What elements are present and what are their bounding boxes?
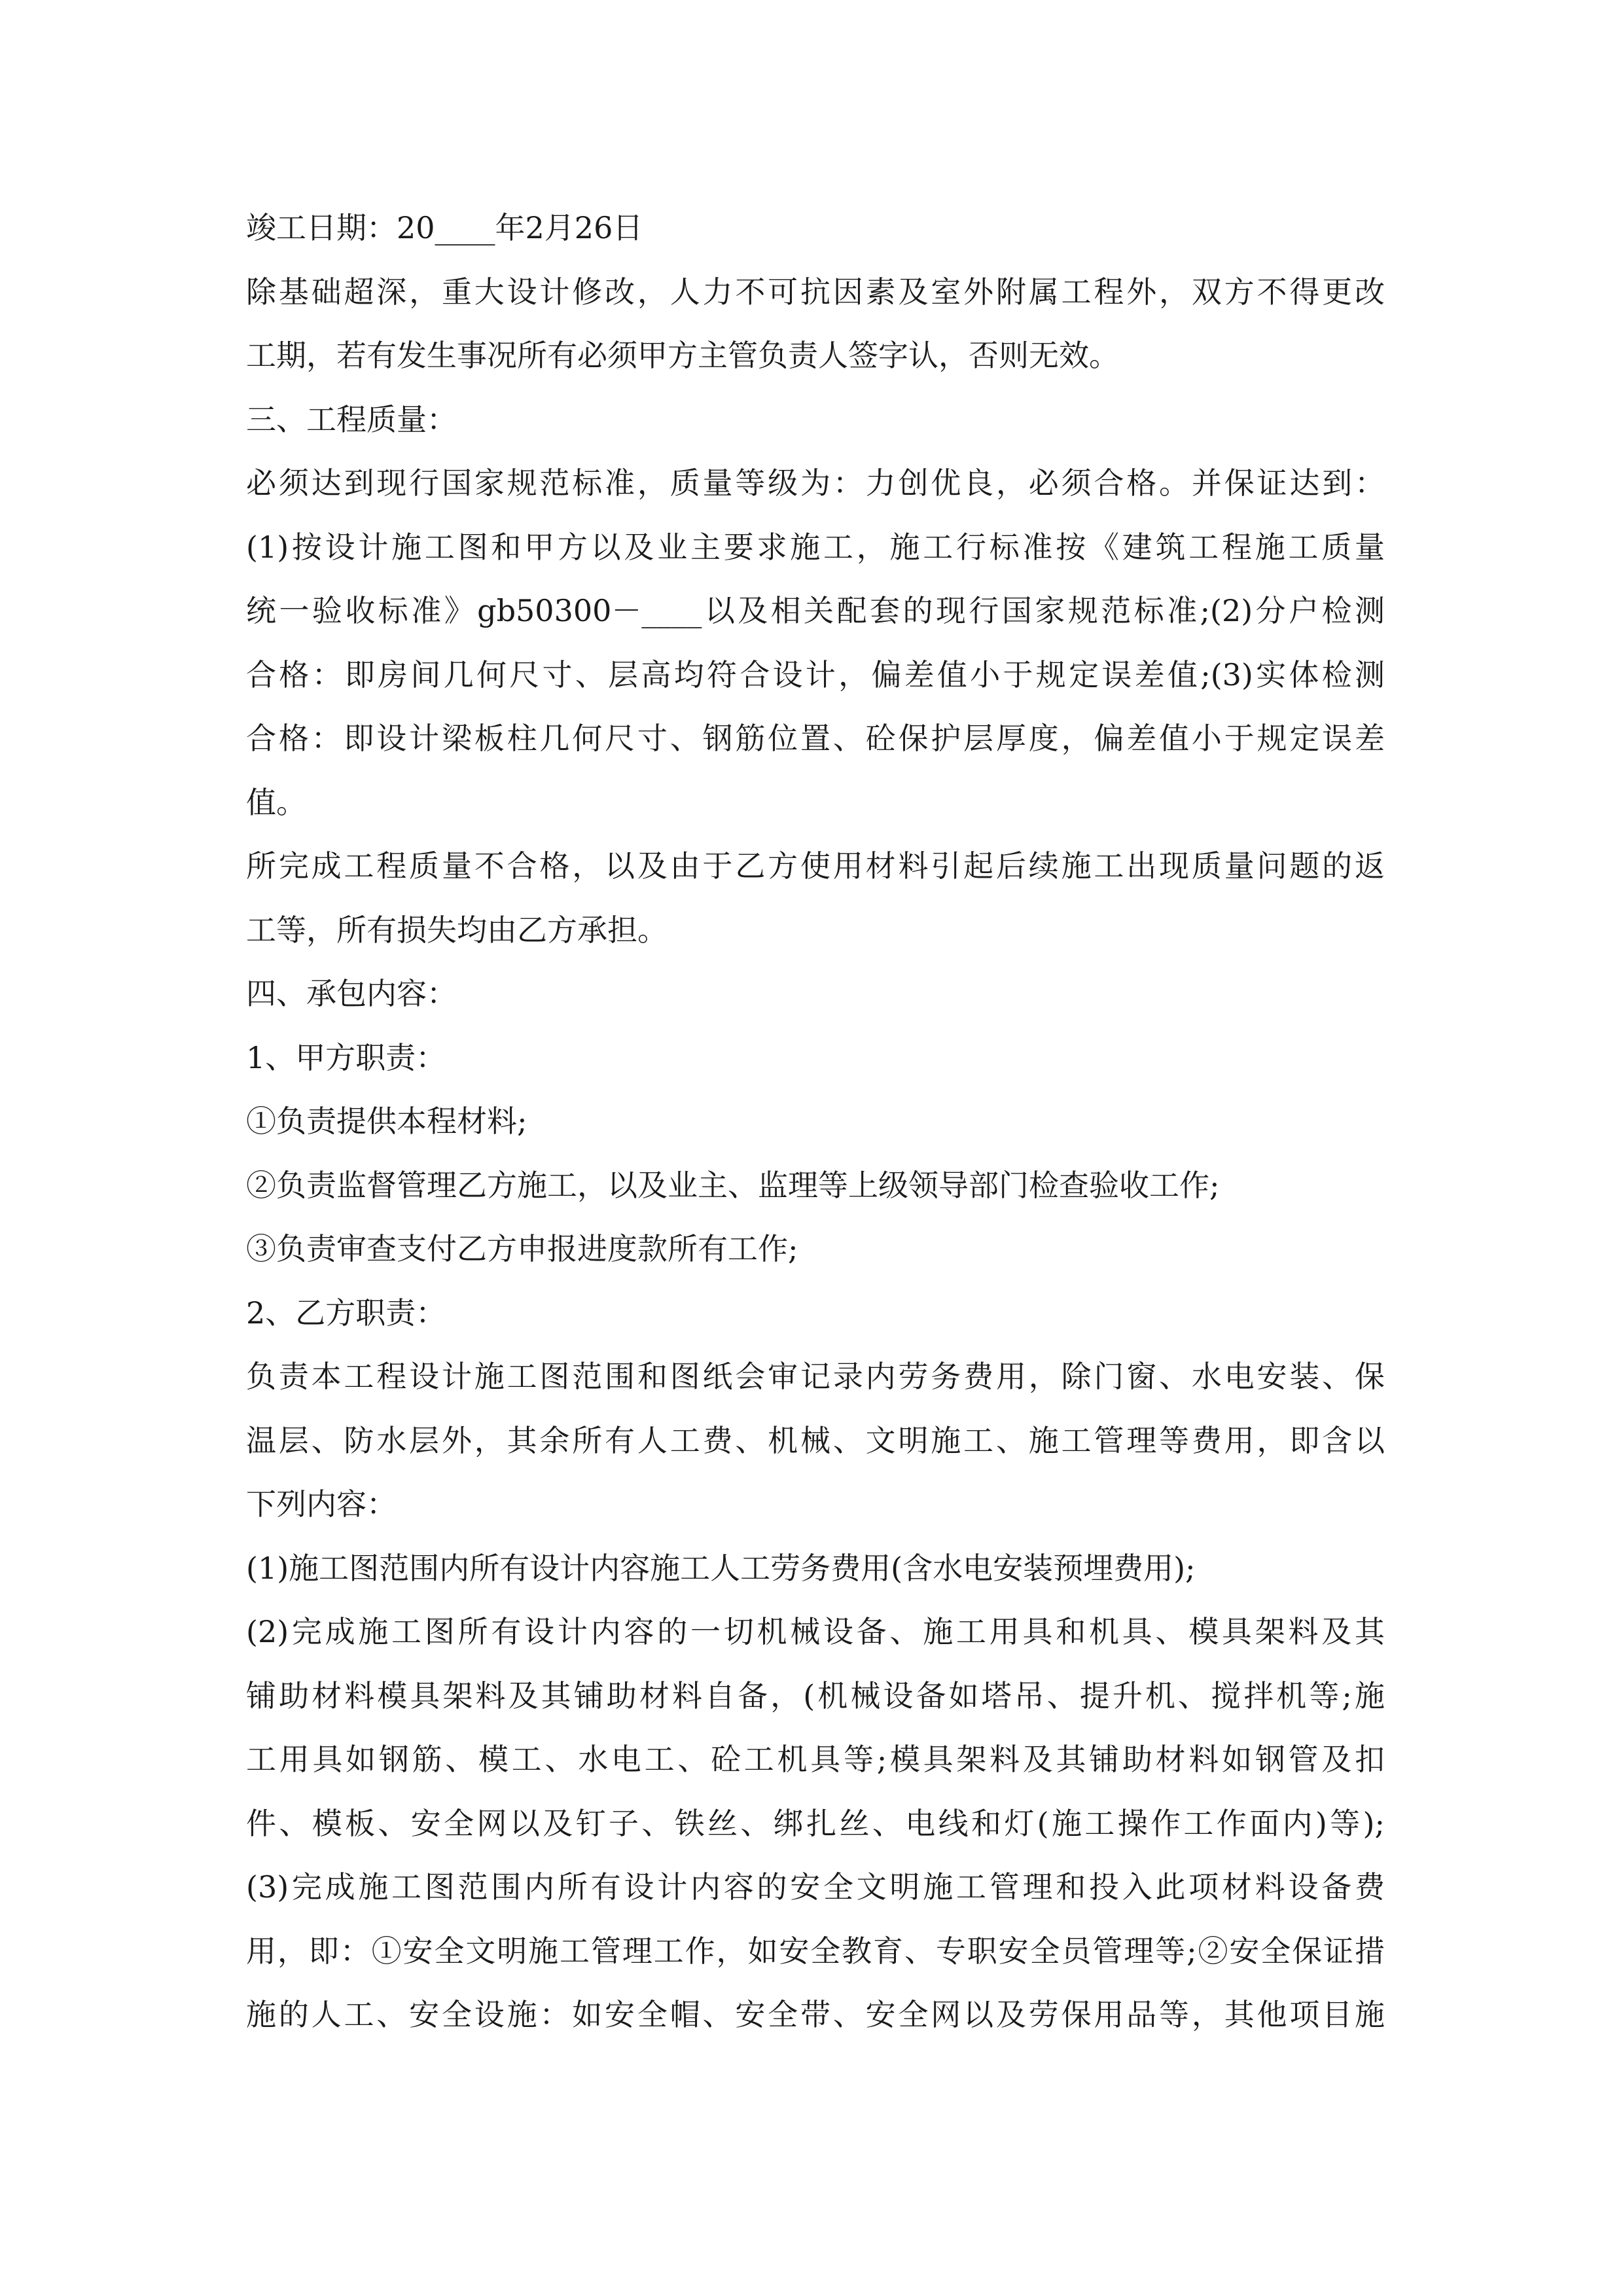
- list-item: (2)完成施工图所有设计内容的一切机械设备、施工用具和机具、模具架料及其: [246, 1614, 1385, 1649]
- body-line: 值。: [246, 784, 306, 820]
- body-line: 铺助材料模具架料及其铺助材料自备，(机械设备如塔吊、提升机、搅拌机等;施: [246, 1677, 1385, 1713]
- section-heading: 三、工程质量：: [246, 401, 457, 437]
- body-line: 除基础超深，重大设计修改，人力不可抗因素及室外附属工程外，双方不得更改: [246, 274, 1385, 310]
- body-line: 工等，所有损失均由乙方承担。: [246, 912, 668, 948]
- subsection-heading: 1、甲方职责：: [246, 1039, 446, 1075]
- body-line: (1)按设计施工图和甲方以及业主要求施工，施工行标准按《建筑工程施工质量: [246, 529, 1385, 565]
- body-line: 负责本工程设计施工图范围和图纸会审记录内劳务费用，除门窗、水电安装、保: [246, 1359, 1385, 1394]
- body-line: 合格：即房间几何尺寸、层高均符合设计，偏差值小于规定误差值;(3)实体检测: [246, 656, 1385, 692]
- body-line: 温层、防水层外，其余所有人工费、机械、文明施工、施工管理等费用，即含以: [246, 1422, 1385, 1458]
- body-line: 竣工日期：20____年2月26日: [246, 210, 643, 245]
- list-item: ③负责审查支付乙方申报进度款所有工作;: [246, 1231, 798, 1266]
- document-body: [246, 196, 1385, 2047]
- body-line: 统一验收标准》gb50300－____以及相关配套的现行国家规范标准;(2)分户检测: [246, 593, 1385, 628]
- list-item: (1)施工图范围内所有设计内容施工人工劳务费用(含水电安装预埋费用);: [246, 1550, 1196, 1586]
- body-line: 合格：即设计梁板柱几何尺寸、钢筋位置、砼保护层厚度，偏差值小于规定误差: [246, 721, 1385, 756]
- body-line: 工用具如钢筋、模工、水电工、砼工机具等;模具架料及其铺助材料如钢管及扣: [246, 1742, 1385, 1777]
- list-item: ②负责监督管理乙方施工，以及业主、监理等上级领导部门检查验收工作;: [246, 1167, 1220, 1203]
- body-line: 下列内容：: [246, 1486, 397, 1522]
- body-line: 施的人工、安全设施：如安全帽、安全带、安全网以及劳保用品等，其他项目施: [246, 1997, 1385, 2032]
- body-line: 用，即：①安全文明施工管理工作，如安全教育、专职安全员管理等;②安全保证措: [246, 1933, 1385, 1969]
- subsection-heading: 2、乙方职责：: [246, 1295, 446, 1331]
- body-line: 必须达到现行国家规范标准，质量等级为：力创优良，必须合格。并保证达到：: [246, 465, 1385, 501]
- list-item: ①负责提供本程材料;: [246, 1103, 527, 1139]
- body-line: 工期，若有发生事况所有必须甲方主管负责人签字认，否则无效。: [246, 338, 1119, 373]
- body-line: 件、模板、安全网以及钉子、铁丝、绑扎丝、电线和灯(施工操作工作面内)等);: [246, 1805, 1385, 1841]
- list-item: (3)完成施工图范围内所有设计内容的安全文明施工管理和投入此项材料设备费: [246, 1869, 1385, 1905]
- body-line: 所完成工程质量不合格，以及由于乙方使用材料引起后续施工出现质量问题的返: [246, 848, 1385, 884]
- section-heading: 四、承包内容：: [246, 976, 457, 1011]
